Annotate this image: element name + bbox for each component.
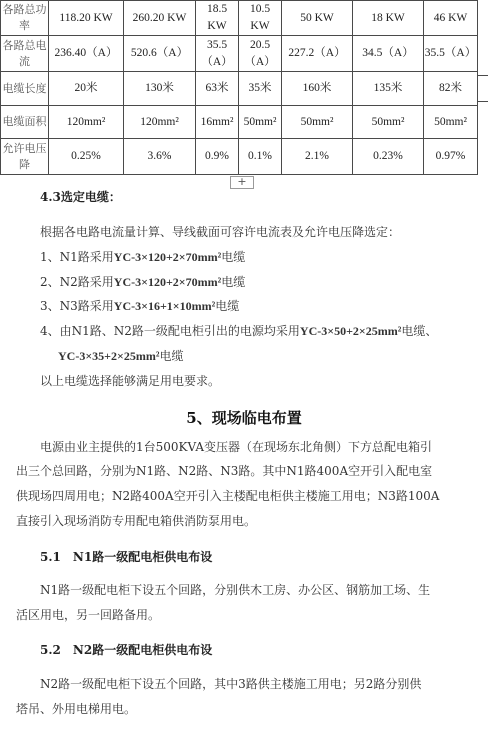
table-cell: 50mm² (239, 106, 282, 139)
table-cell: 50mm² (353, 106, 424, 139)
add-row-button[interactable]: + (230, 176, 254, 189)
table-cell: 120mm² (124, 106, 196, 139)
table-edge-stub (477, 101, 488, 102)
table-cell: 0.23% (353, 139, 424, 175)
cable-spec: YC-3×50+2×25mm² (299, 324, 402, 338)
row-label: 各路总电流 (1, 36, 49, 72)
table-cell: 118.20 KW (49, 1, 124, 36)
table-cell: 18.5 KW (196, 1, 239, 36)
table-row (1, 1, 478, 36)
table-cell: 260.20 KW (124, 1, 196, 36)
item-suffix: 电缆 (221, 275, 246, 289)
table-row (1, 72, 478, 106)
paragraph-line: 直接引入现场消防专用配电箱供消防泵用电。 (16, 514, 257, 528)
table-cell: 20米 (49, 72, 124, 106)
item-suffix: 电缆 (221, 250, 246, 264)
list-item (40, 273, 245, 290)
paragraph-line: 塔吊、外用电梯用电。 (16, 702, 137, 716)
row-label: 电缆面积 (1, 106, 49, 139)
cable-calc-table (0, 0, 478, 175)
table-cell: 16mm² (196, 106, 239, 139)
table-row (1, 106, 478, 139)
table-cell: 236.40（A） (49, 36, 124, 72)
table-row (1, 139, 478, 175)
cable-spec: YC-3×35+2×25mm² (58, 349, 160, 363)
row-label: 电缆长度 (1, 72, 49, 106)
item-suffix: 电缆 (159, 349, 184, 363)
table-cell: 50mm² (424, 106, 478, 139)
item-prefix: 3、N3路采用 (40, 299, 114, 313)
section-title: 5、现场临电布置 (186, 409, 302, 427)
paragraph-line: 电源由业主提供的1台500KVA变压器（在现场东北角侧）下方总配电箱引 (40, 440, 433, 454)
item-suffix: 电缆、 (401, 324, 438, 338)
table-cell: 0.9% (196, 139, 239, 175)
table-cell: 227.2（A） (282, 36, 353, 72)
item-prefix: 4、由N1路、N2路一级配电柜引出的电源均采用 (40, 324, 300, 338)
paragraph-line: 供现场四周用电；N2路400A空开引入主楼配电柜供主楼施工用电；N3路100A (16, 489, 440, 503)
table-cell: 46 KW (424, 1, 478, 36)
table-cell: 130米 (124, 72, 196, 106)
item-suffix: 电缆 (215, 299, 240, 313)
table-cell: 160米 (282, 72, 353, 106)
item-prefix: 2、N2路采用 (40, 275, 114, 289)
table-cell: 35.5（A） (196, 36, 239, 72)
section-heading: 4.3选定电缆： (40, 190, 121, 204)
cable-spec: YC-3×120+2×70mm² (113, 250, 222, 264)
table-cell: 2.1% (282, 139, 353, 175)
table-cell: 120mm² (49, 106, 124, 139)
subsection-heading: 5.1 N1路一级配电柜供电布设 (40, 550, 213, 564)
paragraph-line: N2路一级配电柜下设五个回路，其中3路供主楼施工用电；另2路分别供 (40, 677, 422, 691)
paragraph: 根据各电路电流量计算、导线截面可容许电流表及允许电压降选定： (40, 225, 401, 239)
table-cell: 82米 (424, 72, 478, 106)
table-edge-stub (477, 75, 488, 76)
row-label: 允许电压降 (1, 139, 49, 175)
table-cell: 0.25% (49, 139, 124, 175)
table-cell: 520.6（A） (124, 36, 196, 72)
row-label: 各路总功率 (1, 1, 49, 36)
table-cell: 35米 (239, 72, 282, 106)
table-cell: 18 KW (353, 1, 424, 36)
table-cell: 0.1% (239, 139, 282, 175)
table-cell: 34.5（A） (353, 36, 424, 72)
table-cell: 35.5（A） (424, 36, 478, 72)
paragraph-line: N1路一级配电柜下设五个回路，分别供木工房、办公区、钢筋加工场、生 (40, 583, 431, 597)
list-item (40, 322, 437, 339)
table-cell: 10.5 KW (239, 1, 282, 36)
table-cell: 63米 (196, 72, 239, 106)
list-item (40, 297, 239, 314)
table-cell: 3.6% (124, 139, 196, 175)
paragraph: 以上电缆选择能够满足用电要求。 (40, 374, 221, 388)
cable-spec: YC-3×120+2×70mm² (113, 275, 222, 289)
table-cell: 50 KW (282, 1, 353, 36)
item-prefix: 1、N1路采用 (40, 250, 114, 264)
table-cell: 135米 (353, 72, 424, 106)
list-item (58, 347, 183, 364)
table-cell: 0.97% (424, 139, 478, 175)
paragraph-line: 活区用电，另一回路备用。 (16, 608, 161, 622)
subsection-heading: 5.2 N2路一级配电柜供电布设 (40, 643, 213, 657)
table-cell: 50mm² (282, 106, 353, 139)
list-item (40, 248, 245, 265)
table-row (1, 36, 478, 72)
paragraph-line: 出三个总回路，分别为N1路、N2路、N3路。其中N1路400A空开引入配电室 (16, 464, 433, 478)
table-cell: 20.5（A） (239, 36, 282, 72)
cable-spec: YC-3×16+1×10mm² (113, 299, 216, 313)
